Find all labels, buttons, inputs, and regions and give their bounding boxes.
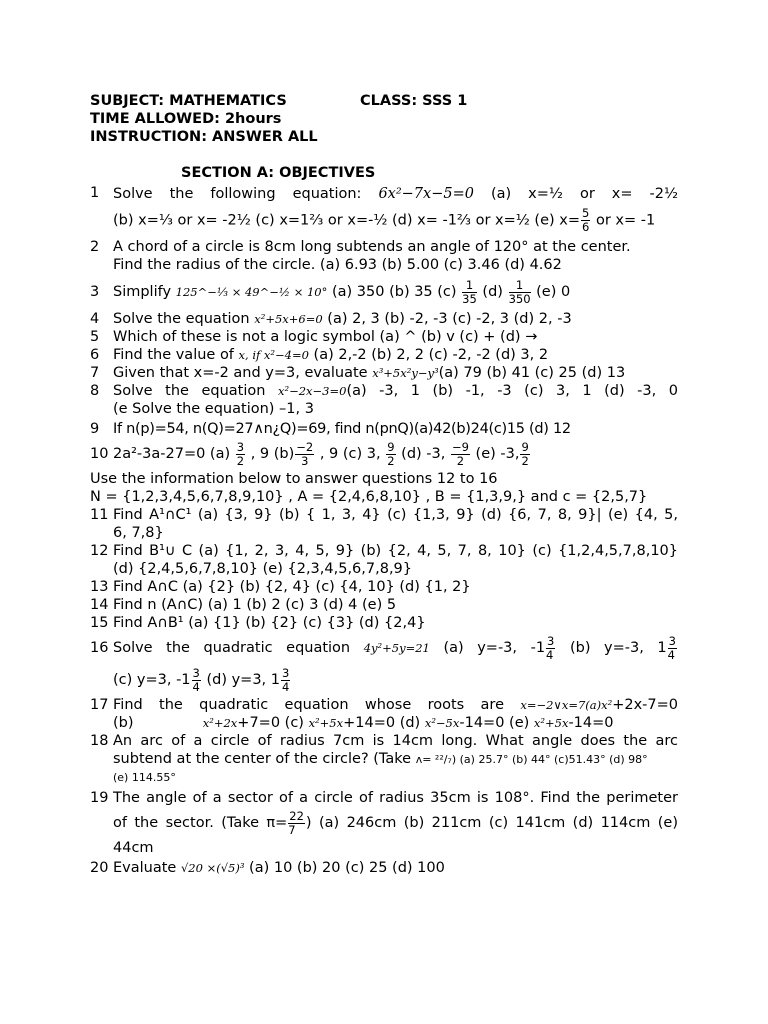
fraction: $\frac{1}{35}$ [462, 277, 477, 306]
options-text: ) (a) 246cm (b) 211cm (c) 141cm (d) 114cm (e) [305, 815, 678, 831]
exam-page [90, 92, 678, 877]
question-text: Which of these is not a logic symbol (a) ^ (b) v (c) + (d) → [113, 329, 538, 345]
options-text: (c) y=3, -1 [113, 672, 191, 688]
question-text: An arc of a circle of radius 7cm is 14cm long. What angle does the arc [113, 733, 678, 749]
fraction: $\frac{-9}{2}$ [451, 439, 469, 468]
equation: x²−5x [424, 716, 460, 730]
fraction: $\frac{3}{4}$ [667, 633, 676, 662]
options-text: (d) y=3, 1 [206, 672, 280, 688]
question-number: 3 [90, 284, 100, 300]
question-4 [90, 310, 678, 328]
question-11 [90, 506, 678, 542]
time-label: TIME ALLOWED: 2hours [90, 111, 282, 127]
question-6 [90, 346, 678, 364]
question-20 [90, 859, 678, 877]
fraction: $\frac{-2}{3}$ [296, 439, 314, 468]
equation: x²+5x+6=0 [254, 312, 323, 326]
section-title: SECTION A: OBJECTIVES [181, 165, 376, 181]
equation: x²+2x [202, 716, 238, 730]
question-8 [90, 382, 678, 418]
options-text: (e Solve the equation) –1, 3 [113, 401, 314, 417]
question-text: 2a²-3a-27=0 (a) [113, 446, 231, 462]
class-label: CLASS: SSS 1 [360, 93, 468, 109]
options-text: (d) {2,4,5,6,7,8,10} (e) {2,3,4,5,6,7,8,9} [113, 561, 413, 577]
options-text: (a) x=½ or x= -2½ [490, 186, 679, 202]
info-block [90, 470, 678, 506]
question-number: 5 [90, 329, 100, 345]
options-text: (a) 350 (b) 35 (c) [331, 284, 457, 300]
equation: 6x²−7x−5=0 [378, 186, 474, 202]
question-number: 13 [90, 579, 109, 595]
equation: x³+5x²y−y³ [372, 366, 439, 380]
question-number: 7 [90, 365, 100, 381]
question-number: 19 [90, 790, 109, 806]
subject-label: SUBJECT: MATHEMATICS [90, 93, 287, 109]
question-number: 18 [90, 733, 109, 749]
question-text: Solve the equation [113, 311, 250, 327]
fraction: $\frac{22}{7}$ [288, 808, 304, 837]
expression: √20 ×(√5)³ [180, 861, 245, 875]
question-number: 15 [90, 615, 109, 631]
question-12 [90, 542, 678, 578]
question-number: 10 [90, 446, 109, 462]
question-19 [90, 789, 678, 857]
question-number: 1 [90, 185, 100, 201]
equation: x²+5x [533, 716, 569, 730]
expression: 125^−⅓ × 49^−½ × 10° [175, 285, 328, 299]
question-text: Evaluate [113, 860, 177, 876]
question-number: 11 [90, 507, 109, 523]
options-text: 6, 7,8} [113, 525, 164, 541]
question-text: Find B¹∪ C (a) {1, 2, 3, 4, 5, 9} (b) {2, 4, 5, 7, 8, 10} (c) {1,2,4,5,7,8,10} [113, 543, 678, 559]
question-text: A chord of a circle is 8cm long subtends an angle of 120° at the center. [113, 239, 631, 255]
options-text: (a) 2,-2 (b) 2, 2 (c) -2, -2 (d) 3, 2 [313, 347, 549, 363]
options-text: (e) -3, [475, 446, 520, 462]
question-text: Solve the following equation: [113, 186, 362, 202]
options-text: , 9 (b) [250, 446, 295, 462]
options-text: (b) [113, 715, 134, 731]
question-number: 16 [90, 640, 109, 656]
options-text: Find the radius of the circle. (a) 6.93 (b) 5.00 (c) 3.46 (d) 4.62 [113, 257, 562, 273]
question-number: 12 [90, 543, 109, 559]
question-9 [90, 420, 678, 438]
fraction: $\frac{3}{4}$ [546, 633, 555, 662]
options-text: -14=0 [568, 715, 614, 731]
question-text: Find the quadratic equation whose roots are [113, 697, 505, 713]
question-15 [90, 614, 678, 632]
options-text: (d) [482, 284, 503, 300]
equation: x, if x²−4=0 [238, 348, 309, 362]
question-number: 6 [90, 347, 100, 363]
question-2 [90, 238, 678, 274]
question-text: Find A∩B¹ (a) {1} (b) {2} (c) {3} (d) {2,4} [113, 615, 426, 631]
exam-header [90, 92, 678, 146]
info-line: Use the information below to answer questions 12 to 16 [90, 471, 498, 487]
fraction: $\frac{9}{2}$ [521, 439, 529, 468]
options-text: +2x-7=0 [612, 697, 679, 713]
fraction: $\frac{5}{6}$ [582, 206, 590, 234]
question-number: 20 [90, 860, 109, 876]
question-3 [90, 276, 678, 308]
question-10 [90, 438, 678, 470]
question-text: The angle of a sector of a circle of radius 35cm is 108°. Find the perimeter [113, 790, 678, 806]
question-text: of the sector. (Take π= [113, 815, 288, 831]
options-text: ʌ= ²²/₇) (a) 25.7° (b) 44° (c)51.43° (d) 98° [415, 753, 648, 766]
options-text: (a) y=-3, -1 [443, 640, 546, 656]
question-text: Find A¹∩C¹ (a) {3, 9} (b) { 1, 3, 4} (c) {1,3, 9} (d) {6, 7, 8, 9}| (e) {4, 5, [113, 507, 678, 523]
options-text: 44cm [113, 840, 154, 856]
question-number: 2 [90, 239, 100, 255]
question-7 [90, 364, 678, 382]
options-text: (a) 10 (b) 20 (c) 25 (d) 100 [249, 860, 445, 876]
question-16 [90, 632, 678, 696]
question-text: subtend at the center of the circle? (Take [113, 751, 412, 767]
fraction: $\frac{3}{2}$ [236, 439, 245, 468]
sets-definition: N = {1,2,3,4,5,6,7,8,9,10} , A = {2,4,6,8,10} , B = {1,3,9,} and c = {2,5,7} [90, 489, 648, 505]
question-text: Given that x=-2 and y=3, evaluate [113, 365, 368, 381]
question-text: Solve the quadratic equation [113, 640, 351, 656]
equation: x²+5x [308, 716, 344, 730]
options-text: (e) 114.55° [113, 771, 176, 784]
equation: x²−2x−3=0 [278, 384, 347, 398]
instruction-label: INSTRUCTION: ANSWER ALL [90, 129, 318, 145]
question-5 [90, 328, 678, 346]
options-text: or x= -1 [595, 212, 656, 229]
question-number: 8 [90, 383, 100, 399]
fraction: $\frac{3}{4}$ [282, 665, 290, 694]
question-17 [90, 696, 678, 732]
fraction: $\frac{3}{4}$ [192, 665, 200, 694]
equation: x=−2∨x=7(a)x² [520, 698, 613, 712]
options-text: -14=0 (e) [459, 715, 530, 731]
options-text: (e) 0 [536, 284, 571, 300]
options-text: (a) 79 (b) 41 (c) 25 (d) 13 [438, 365, 626, 381]
options-text: (b) y=-3, 1 [569, 640, 667, 656]
options-text: (b) x=⅓ or x= -2½ (c) x=1⅔ or x=-½ (d) x= -1⅔ or x=½ (e) x= [113, 212, 581, 229]
question-number: 17 [90, 697, 109, 713]
options-text: (d) -3, [401, 446, 446, 462]
question-text: Find the value of [113, 347, 234, 363]
question-18 [90, 732, 678, 787]
options-text: +14=0 (d) [343, 715, 421, 731]
question-13 [90, 578, 678, 596]
question-text: Find n (A∩C) (a) 1 (b) 2 (c) 3 (d) 4 (e) 5 [113, 597, 397, 613]
question-1 [90, 184, 678, 234]
options-text: (a) 2, 3 (b) -2, -3 (c) -2, 3 (d) 2, -3 [327, 311, 572, 327]
options-text: , 9 (c) 3, [319, 446, 381, 462]
equation: 4y²+5y=21 [363, 641, 430, 655]
fraction: $\frac{9}{2}$ [387, 439, 395, 468]
question-text: Solve the equation [113, 383, 266, 399]
question-14 [90, 596, 678, 614]
question-number: 14 [90, 597, 109, 613]
options-text: +7=0 (c) [237, 715, 304, 731]
question-text: Find A∩C (a) {2} (b) {2, 4} (c) {4, 10} (d) {1, 2} [113, 579, 471, 595]
fraction: $\frac{1}{350}$ [508, 277, 531, 306]
question-number: 9 [90, 421, 100, 437]
question-text: Simplify [113, 284, 172, 300]
options-text: (a) -3, 1 (b) -1, -3 (c) 3, 1 (d) -3, 0 [346, 383, 679, 399]
question-number: 4 [90, 311, 100, 327]
question-text: If n(p)=54, n(Q)=27∧n¿Q)=69, find n(pnQ)(a)42(b)24(c)15 (d) 12 [113, 421, 571, 437]
